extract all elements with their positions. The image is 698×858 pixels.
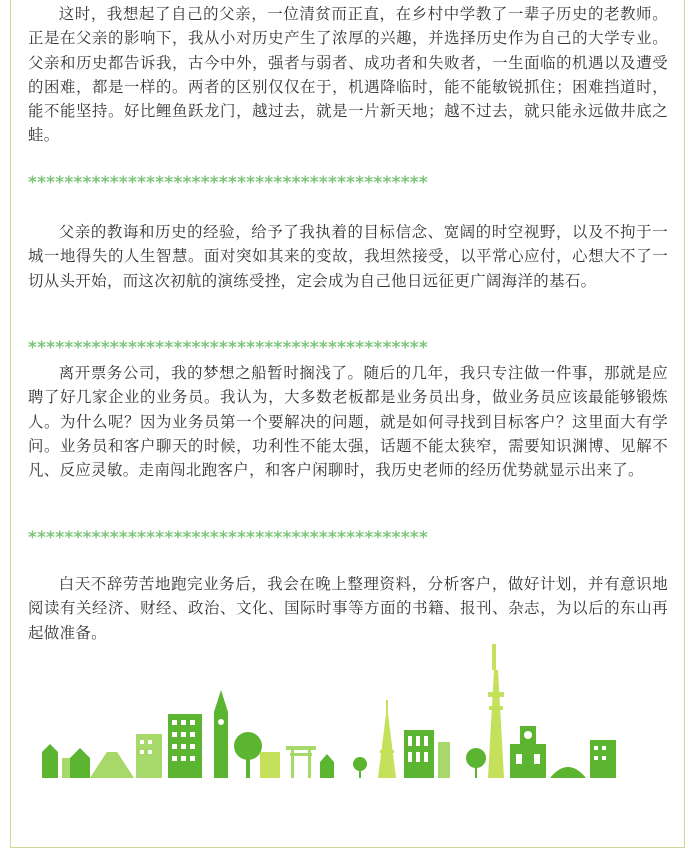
star-divider-1: ******************************************** (28, 173, 428, 193)
star-divider-3: ******************************************** (28, 528, 428, 548)
paragraph-1: 这时，我想起了自己的父亲，一位清贫而正直，在乡村中学教了一辈子历史的老教师。正是在父亲的影响下，我从小对历史产生了浓厚的兴趣，并选择历史作为自己的大学专业。父亲和历史都告诉我，古今中外，强者与弱者、成功者和失败者，一生面临的机遇以及遭受的困难，都是一样的。两者的区别仅仅在于，机遇降临时，能不能敏锐抓住；困难挡道时，能不能坚持。好比鲤鱼跃龙门，越过去，就是一片新天地；越不过去，就只能永远做井底之蛙。 (28, 5, 668, 145)
paragraph-2: 父亲的教诲和历史的经验，给予了我执着的目标信念、宽阔的时空视野，以及不拘于一城一地得失的人生智慧。面对突如其来的变故，我坦然接受，以平常心应付，心想大不了一切从头开始，而这次初航的演练受挫，定会成为自己他日远征更广阔海洋的基石。 (28, 223, 668, 290)
paragraph-3: 离开票务公司，我的梦想之船暂时搁浅了。随后的几年，我只专注做一件事，那就是应聘了好几家企业的业务员。我认为，大多数老板都是业务员出身，做业务员应该最能够锻炼人。为什么呢？因为业务员第一个要解决的问题，就是如何寻找到目标客户？这里面大有学问。业务员和客户聊天的时候，功利性不能太强，话题不能太狭窄，需要知识渊博、见解不凡、反应灵敏。走南闯北跑客户，和客户闲聊时，我历史老师的经历优势就显示出来了。 (28, 364, 668, 480)
star-divider-2: ******************************************** (28, 338, 428, 358)
city-skyline-icon (40, 640, 620, 780)
paragraph-4: 白天不辞劳苦地跑完业务后，我会在晚上整理资料，分析客户，做好计划，并有意识地阅读有关经济、财经、政治、文化、国际时事等方面的书籍、报刊、杂志，为以后的东山再起做准备。 (28, 575, 668, 642)
